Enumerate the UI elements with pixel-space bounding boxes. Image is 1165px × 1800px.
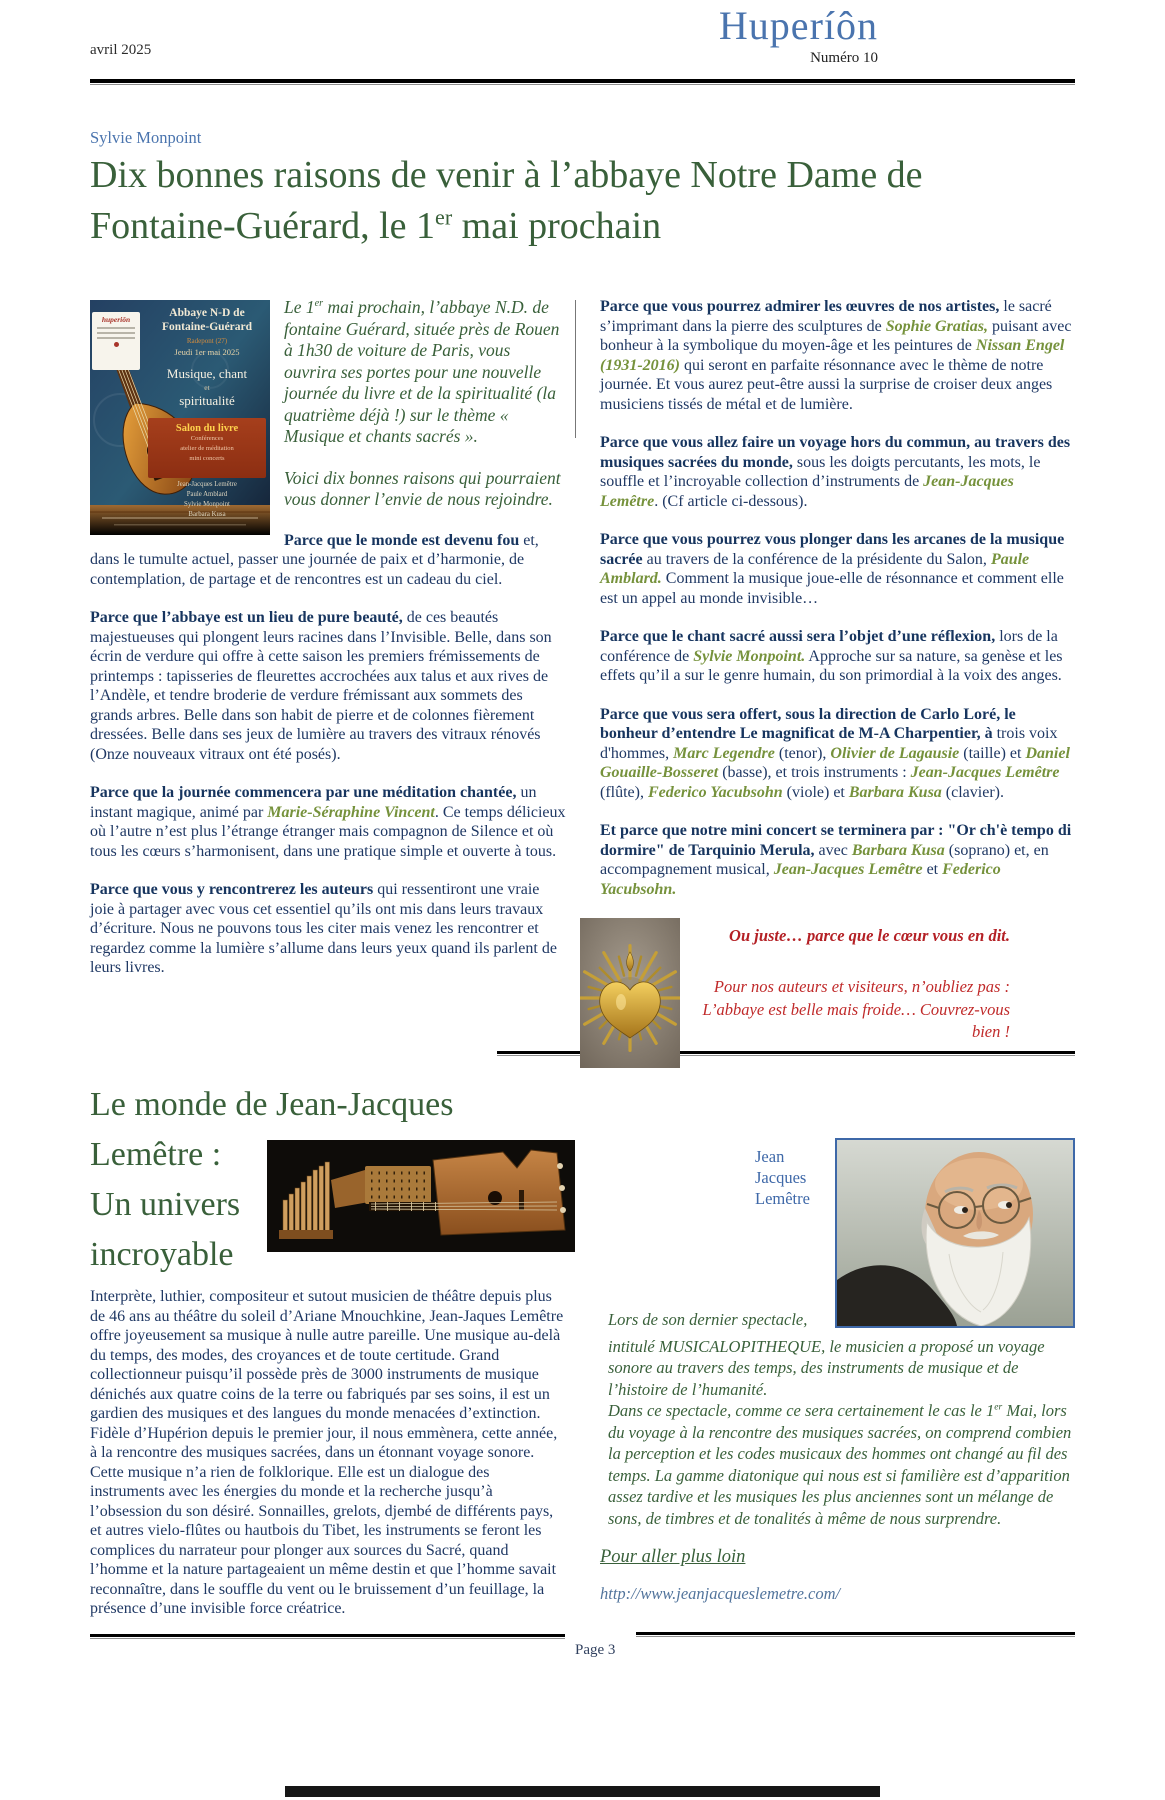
article1-right-column xyxy=(600,297,1075,1068)
caption-line: Lemêtre xyxy=(755,1189,810,1209)
text-segment: er xyxy=(435,203,453,229)
poster-guest-names xyxy=(148,480,266,519)
rule-shadow xyxy=(90,84,1075,85)
text-segment: avec xyxy=(818,841,852,859)
poster-location: Radepont (27) xyxy=(186,336,228,345)
text-segment: au travers de la conférence de la présidente du Salon, xyxy=(646,550,991,568)
poster-theme-line1: Musique, chant xyxy=(166,365,248,381)
text-segment: Dix bonnes raisons de venir à l’abbaye Notre Dame de Fontaine-Guérard, le 1 xyxy=(90,154,923,247)
text-segment: Parce que vous pourrez vous plonger dans les arcanes de la musique sacrée xyxy=(600,531,1065,568)
article1-title xyxy=(90,150,1055,251)
heart-caption: Ou juste… parce que le cœur vous en dit. xyxy=(729,926,1010,946)
paragraph xyxy=(608,1336,1075,1400)
article1-columns xyxy=(90,297,1075,1068)
text-segment: (flûte), xyxy=(600,783,648,801)
text-segment: lors de la conférence de xyxy=(600,628,1058,665)
rule-shadow xyxy=(90,1638,565,1639)
caption-line: Jacques xyxy=(755,1168,807,1188)
text-segment: Daniel Gouaille-Bosseret xyxy=(600,744,1070,782)
sacred-heart-icon xyxy=(580,918,680,1068)
article2-title-line: Le monde de Jean-Jacques xyxy=(90,1086,454,1123)
paragraph xyxy=(90,531,567,590)
visitor-notice-line1: Pour nos auteurs et visiteurs, n’oubliez pas : xyxy=(713,977,1010,997)
text-segment: Mai, lors du voyage à la rencontre des musiques sacrées, on comprend combien la perception et les codes musicaux des hommes ont changé au fil des temps. La gamme diatonique qui nous est si familière est d’apparition assez tardive et les musiques les plus anciennes sont un mélange de sons, de timbres et de tonalités à même de nous surprendre. xyxy=(608,1401,1072,1528)
article2-right-column xyxy=(600,1138,1075,1604)
article1-right-paragraphs xyxy=(600,297,1075,899)
poster-abbey-name2: Fontaine-Guérard xyxy=(161,321,253,334)
rule-line xyxy=(636,1632,1075,1635)
text-segment: Parce que vous y rencontrerez les auteurs xyxy=(90,881,378,899)
poster-guest: Paule Amblard xyxy=(186,490,228,498)
rule-shadow xyxy=(636,1636,1075,1637)
text-segment: Dans ce spectacle, comme ce sera certainement le cas le 1 xyxy=(608,1401,995,1421)
text-segment: Parce que l’abbaye est un lieu de pure beauté, xyxy=(90,609,407,627)
text-segment: sous les doigts percutants, les mots, le souffle et l’incroyable collection d’instruments de xyxy=(600,453,1041,491)
closing-remarks xyxy=(700,918,1075,1043)
text-segment: le sacré s’imprimant dans la pierre des sculptures de xyxy=(600,298,1052,335)
text-segment: Parce que la journée commencera par une méditation chantée, xyxy=(90,784,521,802)
text-segment: Approche sur sa nature, sa genèse et les effets qu’il a sur le genre humain, du son primordial à la voix des anges. xyxy=(600,647,1063,685)
paragraph xyxy=(90,783,567,861)
text-segment: Federico Yacubsohn. xyxy=(600,861,1001,898)
text-segment: Jean-Jacques Lemêtre xyxy=(600,473,1014,510)
show-description-lead: Lors de son dernier spectacle, xyxy=(608,1310,808,1329)
text-segment: Voici dix bonnes raisons qui pourraient vous donner l’envie de nous rejoindre. xyxy=(284,467,561,510)
badge-line xyxy=(97,327,135,329)
text-segment: intitulé MUSICALOPITHEQUE, le musicien a proposé un voyage sonore au travers des temps, des instruments de musique et de l’histoire de l’humanité. xyxy=(608,1337,1045,1399)
article2-photo-row xyxy=(600,1138,1075,1330)
portrait-illustration xyxy=(837,1140,1073,1326)
text-segment: (basse), et trois instruments : xyxy=(718,764,911,782)
paragraph xyxy=(90,880,567,978)
website-url-link[interactable]: http://www.jeanjacqueslemetre.com/ xyxy=(600,1583,841,1603)
sacred-heart-section xyxy=(600,918,1075,1043)
header-date: avril 2025 xyxy=(90,42,152,58)
text-segment: Et parce que notre mini concert se terminera par : "Or ch'è tempo di dormire" de Tarquinio Merula, xyxy=(600,822,1072,859)
text-segment: et xyxy=(922,861,943,879)
event-poster-image xyxy=(90,300,270,535)
text-segment: (taille) et xyxy=(959,744,1026,762)
poster-book-fair-title: Salon du livre xyxy=(175,423,239,434)
text-segment: Parce que le monde est devenu fou xyxy=(284,531,524,549)
text-segment: trois voix d'hommes, xyxy=(600,725,1058,762)
page-number: Page 3 xyxy=(575,1642,616,1658)
text-segment: Interprète, luthier, compositeur et sutout musicien de théâtre depuis plus de 46 ans au théâtre du soleil d’Ariane Mnouchkine, Jean-Jaques Lemêtre offre joyeusement sa musique à nulle autre pareille. Une musique au-delà du temps, des modes, des croyances et de toute certitude. Grand collectionneur puisqu’il possède près de 3000 instruments de musique dénichés aux quatre coins de la terre ou fabriqués par ses soins, il est un gardien des musiques et des langues du monde menacées d’extinction. Fidèle d’Hupérion depuis le premier jour, il nous emmènera, cette année, à la rencontre des musiques sacrées, dans un étonnant voyage sonore. Cette musique n’a rien de folklorique. Elle est un dialogue des instruments avec les énergies du monde et la recherche jusqu’à l’obsession du son désiré. Sonnailles, grelots, djembé de différents pays, et autres vielo-flûtes ou hautbois du Tibet, les instruments se feront les complices du narrateur pour plonger aux sources du Sacré, quand l’homme et la nature partageaient un même destin et que l’homme savait reconnaître, dans le souffle du vent ou le bruissement d’un feuillage, la présence d’une invisible force créatrice. xyxy=(90,1288,564,1618)
text-segment: Sophie Gratias, xyxy=(885,317,988,335)
article1-left-paragraphs xyxy=(90,531,567,978)
badge-dot xyxy=(114,342,119,347)
text-segment: (soprano) et, en accompagnement musical, xyxy=(600,841,1049,879)
poster-book-fair-box xyxy=(148,418,266,478)
badge-line xyxy=(97,337,135,339)
poster-box-line: mini concerts xyxy=(189,454,225,462)
text-segment: er xyxy=(994,1401,1003,1413)
text-segment: er xyxy=(314,298,324,310)
text-segment: Le 1 xyxy=(284,297,315,317)
badge-line xyxy=(97,332,135,334)
text-segment: Marc Legendre xyxy=(673,744,775,762)
poster-badge-text: huperiôn xyxy=(101,315,131,324)
text-segment: Nissan Engel (1931-2016) xyxy=(600,337,1065,374)
poster-date: Jeudi 1er mai 2025 xyxy=(174,346,240,357)
musician-portrait-photo xyxy=(835,1138,1075,1328)
article1-author: Sylvie Monpoint xyxy=(90,128,202,147)
text-segment: Jean-Jacques Lemêtre xyxy=(910,764,1060,782)
poster-box-line: atelier de méditation xyxy=(180,444,234,452)
poster-abbey-name: Abbaye N-D de xyxy=(169,307,245,319)
masthead-title: Huperíôn xyxy=(718,3,878,48)
text-segment: Parce que vous pourrez admirer les œuvres de nos artistes, xyxy=(600,298,1004,315)
text-segment: . (Cf article ci-dessous). xyxy=(654,492,808,510)
rule-line xyxy=(90,79,1075,83)
article2-title-line: Un univers xyxy=(90,1186,241,1223)
header-rule xyxy=(90,79,1075,85)
text-segment: mai prochain, l’abbaye N.D. de fontaine Guérard, située près de Rouen à 1h30 de voiture de Paris, vous ouvrira ses portes pour une nouvelle journée du livre et de la spiritualité (la quatrième déjà !) sur le thème « Musique et chants sacrés ». xyxy=(284,297,560,447)
paragraph xyxy=(90,608,567,764)
paragraph xyxy=(600,297,1075,414)
poster-logo-badge xyxy=(92,312,140,370)
paragraph xyxy=(90,1287,567,1619)
text-segment: Olivier de Lagausie xyxy=(830,744,960,762)
poster-theme-line3: spiritualité xyxy=(179,392,235,408)
text-segment: Comment la musique joue-elle de résonnance et comment elle est un appel au monde invisible… xyxy=(600,570,1064,607)
issue-number: Numéro 10 xyxy=(810,50,878,66)
paragraph xyxy=(600,530,1075,608)
visitor-notice xyxy=(700,976,1010,1043)
caption-line: Jean xyxy=(755,1147,785,1166)
text-segment: qui seront en parfaite résonnance avec le thème de notre journée. Et vous aurez peut-être aussi la surprise de croiser deux anges musiciens tissés de métal et de lumière. xyxy=(600,356,1053,413)
poster-theme-line2: et xyxy=(204,382,210,392)
next-page-edge-bar xyxy=(285,1786,880,1797)
article2-title-line: incroyable xyxy=(90,1236,234,1273)
text-segment: un instant magique, animé par xyxy=(90,784,537,821)
poster-guest: Jean-Jacques Lemêtre xyxy=(177,481,237,488)
text-segment: (tenor), xyxy=(774,744,831,762)
text-segment: Parce que vous sera offert, sous la direction de Carlo Loré, le bonheur d’entendre Le magnificat de M-A Charpentier, à xyxy=(600,705,1016,743)
rule-line xyxy=(90,1634,565,1637)
article2-title-line: Lemêtre : xyxy=(90,1136,222,1173)
poster-guest: Barbara Kusa xyxy=(188,510,226,518)
more-info-link[interactable]: Pour aller plus loin xyxy=(600,1546,746,1567)
instrument-collection-image xyxy=(267,1140,575,1252)
article2-body xyxy=(90,1287,567,1638)
show-description xyxy=(600,1336,1075,1529)
text-segment: (clavier). xyxy=(941,783,1004,801)
poster-box-line: Conférences xyxy=(190,435,224,442)
paragraph xyxy=(600,433,1075,511)
text-segment: Sylvie Monpoint. xyxy=(693,647,806,665)
text-segment: Parce que vous allez faire un voyage hors du commun, au travers des musiques sacrées du monde, xyxy=(600,434,1071,471)
text-segment: . Ce temps délicieux où l’autre n’est plus l’étrange étranger mais compagnon de Silence et où tous les cœurs s’harmonisent, dans une pratique simple et ouverte à tous. xyxy=(90,803,566,860)
text-segment: de ces beautés majestueuses qui plongent leurs racines dans l’Invisible. Belle, dans son écrin de verdure qui offre à cette saison les premiers frémissements de printemps : tapisseries de fleurettes accrochées aux talus et aux rives de l’Andèle, et tendre broderie de verdure frémissant aux sommets des grands arbres. Belle dans son habit de pierre et de colonnes fièrement dressées. Belle dans ses jeux de lumière au travers des vitraux rénovés (Onze nouveaux vitraux ont été posés). xyxy=(90,609,552,763)
article1-left-column xyxy=(90,297,567,1068)
paragraph xyxy=(608,1400,1075,1529)
text-segment: (viole) et xyxy=(782,783,849,801)
poster-guest: Sylvie Monpoint xyxy=(184,500,230,508)
paragraph xyxy=(90,150,1055,251)
paragraph xyxy=(600,705,1075,803)
text-segment: Federico Yacubsohn xyxy=(647,783,783,801)
poster-text-block xyxy=(146,306,268,409)
text-segment: et, dans le tumulte actuel, passer une journée de paix et d’harmonie, de contemplation, de partage et de rencontres est un cadeau du ciel. xyxy=(90,531,539,588)
sacred-heart-image xyxy=(580,918,680,1068)
string-instrument-illustration xyxy=(267,1140,575,1252)
text-segment: mai prochain xyxy=(452,204,662,247)
paragraph xyxy=(600,627,1075,686)
photo-caption xyxy=(600,1138,835,1209)
text-segment: Barbara Kusa xyxy=(851,841,945,859)
text-segment: Jean-Jacques Lemêtre xyxy=(773,861,923,879)
footer-rule-left xyxy=(90,1634,565,1639)
visitor-notice-line2: L’abbaye est belle mais froide… Couvrez-vous bien ! xyxy=(702,999,1010,1041)
paragraph xyxy=(600,821,1075,899)
text-segment: qui ressentiront une vraie joie à partager avec vous cet essentiel qu’ils ont mis dans leurs travaux d’écriture. Nous ne pouvons tous les citer mais venez les rencontrer et regardez comme la lumière s’allume dans leurs yeux quand ils parlent de leurs livres. xyxy=(90,881,557,977)
footer-rule-right xyxy=(636,1632,1075,1637)
text-segment: Parce que le chant sacré aussi sera l’objet d’une réflexion, xyxy=(600,628,1000,646)
text-segment: Barbara Kusa xyxy=(848,783,942,801)
text-segment: puisant avec bonheur à la symbolique du moyen-âge et les peintures de xyxy=(600,317,1072,355)
text-segment: Paule Amblard. xyxy=(600,550,1030,588)
text-segment: Marie-Séraphine Vincent xyxy=(267,803,435,821)
article2-caption-column xyxy=(600,1138,835,1330)
